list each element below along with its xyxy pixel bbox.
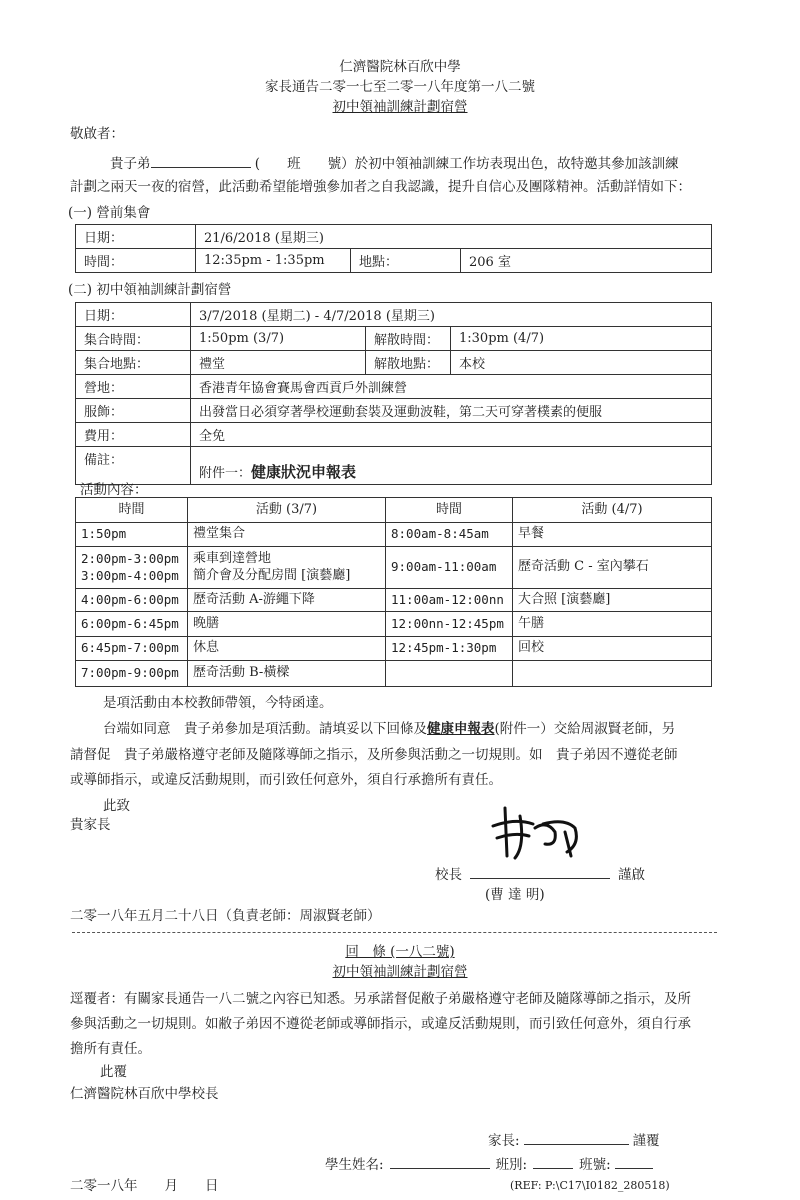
value: 21/6/2018 (星期三) <box>196 225 712 249</box>
table-row: 6:45pm-7:00pm 休息 12:45pm-1:30pm 回校 <box>76 637 712 661</box>
recipient: 貴家長 <box>70 817 111 833</box>
table-row: 1:50pm 禮堂集合 8:00am-8:45am 早餐 <box>76 523 712 547</box>
reply-date: 二零一八年 月 日 <box>70 1178 219 1194</box>
reply-line-3: 擔所有責任。 <box>70 1041 151 1057</box>
table-row: 2:00pm-3:00pm 3:00pm-4:00pm 乘車到達營地 簡介會及分配房間 [演藝廳] 9:00am-11:00am 歷奇活動 C - 室內攀石 <box>76 547 712 589</box>
intro-line-2: 計劃之兩天一夜的宿營，此活動希望能增強參加者之自我認識，提升自信心及團隊精神。活動詳情如下： <box>70 179 691 195</box>
pre-camp-table <box>75 224 712 273</box>
table-row: 4:00pm-6:00pm 歷奇活動 A-游繩下降 11:00am-12:00nn 大合照 [演藝廳] <box>76 589 712 612</box>
cut-line <box>72 932 717 933</box>
notice-number: 家長通告二零一七至二零一八年度第一八二號 <box>265 79 535 95</box>
salutation: 敬啟者： <box>70 126 124 142</box>
body-p2-line3: 或導師指示，或違反活動規則，而引致任何意外，須自行承擔所有責任。 <box>70 772 502 788</box>
reply-slip-title: 回 條 (一八二號) <box>345 944 455 960</box>
value: 206 室 <box>461 249 712 273</box>
reply-closing: 此覆 <box>100 1064 127 1080</box>
label: 時間： <box>76 249 196 273</box>
value: 12:35pm - 1:35pm <box>196 249 351 273</box>
reply-slip-subtitle: 初中領袖訓練計劃宿營 <box>332 964 468 980</box>
section2-heading: (二) 初中領袖訓練計劃宿營 <box>68 282 232 298</box>
body-p2-line1: 台端如同意 貴子弟參加是項活動。請填妥以下回條及健康申報表(附件一）交給周淑賢老師，另 <box>103 721 676 737</box>
table-row: 7:00pm-9:00pm 歷奇活動 B-橫樑 <box>76 661 712 687</box>
schedule-label: 活動內容： <box>80 482 148 498</box>
reply-line-2: 參與活動之一切規則。如敝子弟因不遵從老師或導師指示，或違反活動規則，而引致任何意外，須自行承 <box>70 1016 691 1032</box>
health-form-link: 健康狀況申報表 <box>251 463 357 481</box>
parent-signature-field[interactable]: 家長: 謹覆 <box>488 1133 660 1149</box>
body-p1: 是項活動由本校教師帶領，今特函達。 <box>103 695 333 711</box>
table-row: 6:00pm-6:45pm 晚膳 12:00nn-12:45pm 午膳 <box>76 612 712 637</box>
notice-title: 初中領袖訓練計劃宿營 <box>332 99 468 115</box>
school-name: 仁濟醫院林百欣中學 <box>339 59 461 75</box>
label: 地點： <box>351 249 461 273</box>
reference-code: (REF: P:\C17\I0182_280518) <box>510 1179 670 1192</box>
body-p2-line2: 請督促 貴子弟嚴格遵守老師及隨隊導師之指示，及所參與活動之一切規則。如 貴子弟因不遵從老師 <box>70 747 678 763</box>
closing: 此致 <box>103 798 130 814</box>
issue-date: 二零一八年五月二十八日（負責老師：周淑賢老師） <box>70 908 381 924</box>
principal-name: (曹 達 明) <box>485 887 545 903</box>
label: 日期： <box>76 225 196 249</box>
camp-details-table: 日期： 3/7/2018 (星期二) - 4/7/2018 (星期三) 集合時間： 1:50pm (3/7) 解散時間： 1:30pm (4/7) 集合地點： 禮堂 解散地點： 本校 營地： 香港青年協會賽馬會西貢戶外訓練營 服飾： 出發當日必須穿著學校運動套裝及運動波鞋，第二天可穿著樸素的便服 費用： 全免 備註： 附件一：健康狀況申報表 <box>75 302 712 485</box>
intro-line-1: 貴子弟 ( 班 號）於初中領袖訓練工作坊表現出色，故特邀其參加該訓練 <box>110 156 679 172</box>
principal-signature <box>485 800 595 862</box>
reply-line-1: 逕覆者：有關家長通告一八二號之內容已知悉。另承諾督促敝子弟嚴格遵守老師及隨隊導師之指示，及所 <box>70 991 691 1007</box>
student-info-fields[interactable]: 學生姓名: 班別: 班號: <box>325 1156 653 1173</box>
signature-line: 校長 謹啟 <box>435 867 645 883</box>
schedule-table: 時間 活動 (3/7) 時間 活動 (4/7) 1:50pm 禮堂集合 8:00am-8:45am 早餐 2:00pm-3:00pm 3:00pm-4:00pm 乘車到達營地 簡介會及分配房間 [演藝廳] 9:00am-11:00am 歷奇活動 C - 室內攀石 4:00pm-6:00pm 歷奇活動 A-游繩下降 11:00am-12:00nn 大合照 [演藝廳] 6:00pm-6:45pm 晚膳 12:00nn-12:45pm 午膳 6:45pm-7:00pm 休息 12:45pm-1:30pm 回校 7:00pm-9:00pm 歷奇活動 B-橫樑 <box>75 497 712 687</box>
section1-heading: (一) 營前集會 <box>68 205 151 221</box>
reply-recipient: 仁濟醫院林百欣中學校長 <box>70 1086 219 1102</box>
